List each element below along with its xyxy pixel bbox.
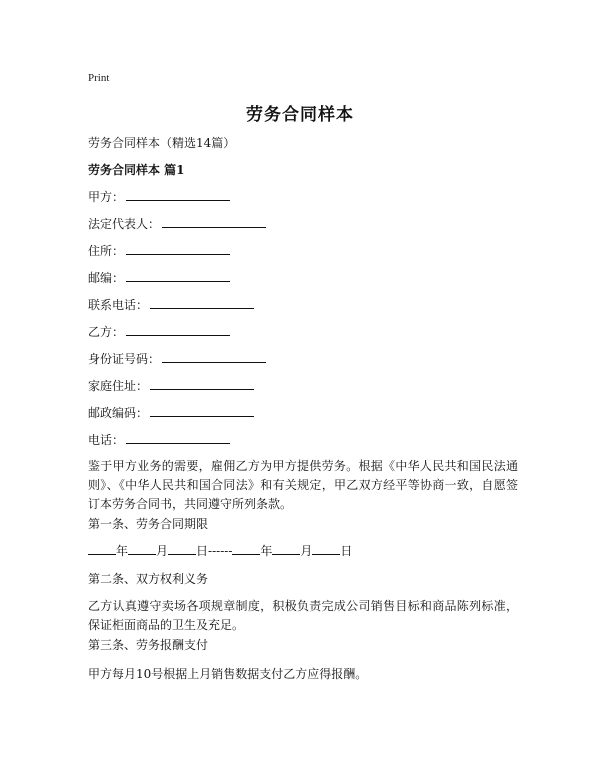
contract-period-line: [88, 542, 352, 559]
field-party-b: [88, 323, 230, 340]
field-label: 乙方：: [88, 325, 125, 339]
blank-line: [126, 188, 230, 201]
field-label: 住所：: [88, 244, 125, 258]
field-label: 联系电话：: [88, 298, 149, 312]
field-address: [88, 242, 230, 259]
blank-line: [126, 431, 230, 444]
blank-line: [128, 542, 156, 555]
article-3-title: 第三条、劳务报酬支付: [88, 638, 209, 652]
blank-line: [232, 542, 260, 555]
field-label: 电话：: [88, 433, 125, 447]
field-label: 邮政编码：: [88, 406, 149, 420]
article-2-title: 第二条、双方权利义务: [88, 572, 209, 586]
document-subtitle: 劳务合同样本（精选14篇）: [88, 136, 236, 150]
article-1-title: 第一条、劳务合同期限: [88, 517, 209, 531]
field-postal-code: [88, 404, 254, 421]
day-label: 日: [340, 544, 353, 558]
article-2-paragraph: 乙方认真遵守卖场各项规章制度，积极负责完成公司销售目标和商品陈列标准，保证柜面商品的卫生及充足。: [88, 599, 518, 632]
blank-line: [168, 542, 196, 555]
field-postcode: [88, 269, 230, 286]
year-label: 年: [116, 544, 129, 558]
day-label: 日: [196, 544, 209, 558]
blank-line: [150, 377, 254, 390]
field-party-a: [88, 188, 230, 205]
blank-line: [150, 404, 254, 417]
field-telephone: [88, 431, 230, 448]
blank-line: [272, 542, 300, 555]
year-label: 年: [260, 544, 273, 558]
blank-line: [88, 542, 116, 555]
field-label: 家庭住址：: [88, 379, 149, 393]
blank-line: [162, 350, 266, 363]
blank-line: [126, 242, 230, 255]
article-3-paragraph: 甲方每月10号根据上月销售数据支付乙方应得报酬。: [88, 667, 368, 681]
document-title: 劳务合同样本: [246, 105, 354, 125]
field-legal-rep: [88, 215, 266, 232]
field-home-address: [88, 377, 254, 394]
blank-line: [162, 215, 266, 228]
field-label: 甲方：: [88, 190, 125, 204]
field-label: 邮编：: [88, 271, 125, 285]
field-label: 身份证号码：: [88, 352, 161, 366]
blank-line: [312, 542, 340, 555]
intro-paragraph: 鉴于甲方业务的需要，雇佣乙方为甲方提供劳务。根据《中华人民共和国民法通则》、《中华人民共和国合同法》和有关规定，甲乙双方经平等协商一致，自愿签订本劳务合同书，共同遵守所列条款。: [88, 459, 518, 511]
section-heading: 劳务合同样本 篇1: [88, 163, 185, 177]
print-label[interactable]: Print: [88, 72, 110, 84]
blank-line: [126, 269, 230, 282]
month-label: 月: [300, 544, 313, 558]
date-dash: ------: [208, 544, 233, 558]
blank-line: [150, 296, 254, 309]
month-label: 月: [156, 544, 169, 558]
blank-line: [126, 323, 230, 336]
field-phone: [88, 296, 254, 313]
field-label: 法定代表人：: [88, 217, 161, 231]
field-id-number: [88, 350, 266, 367]
